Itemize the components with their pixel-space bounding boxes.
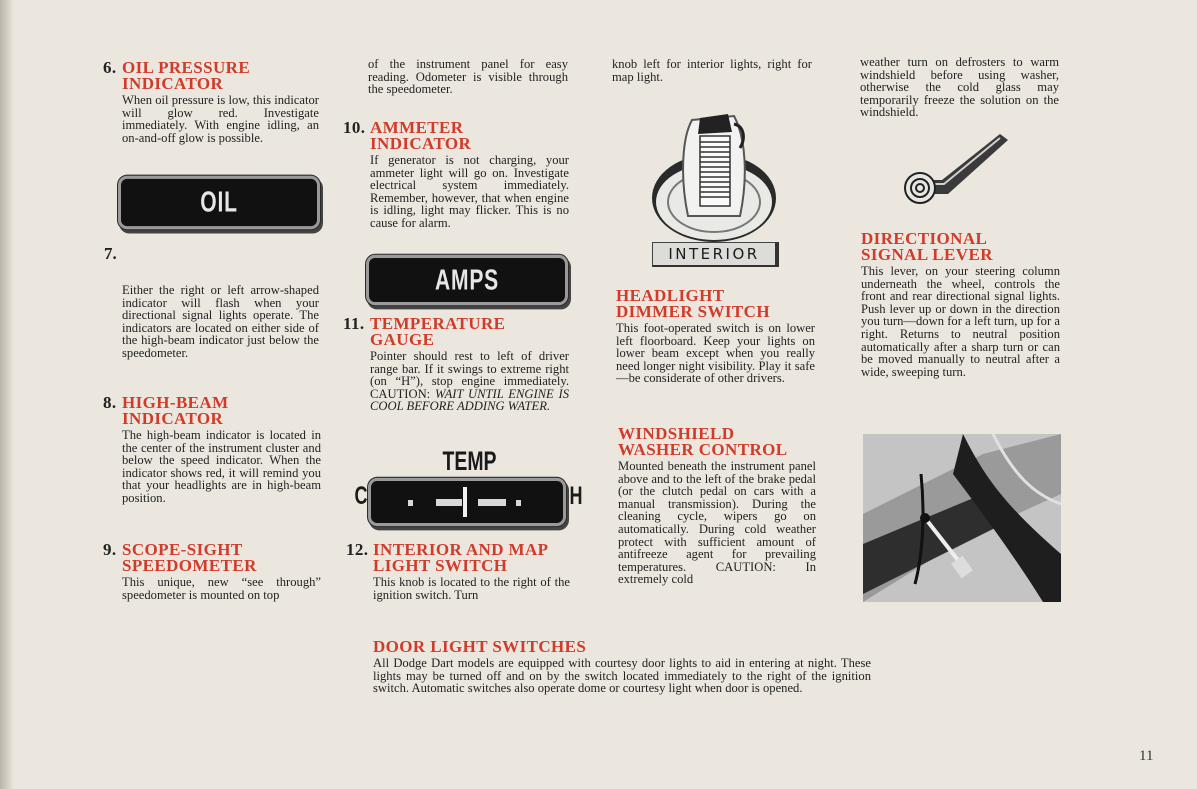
gauge-tick [516,500,521,506]
section-washer-continued [860,54,1059,119]
section-ammeter [343,118,569,230]
section-body: weather turn on defrosters to warm windshield before using washer, otherwise the cold glass may temporarily freeze the solution on the windshield. [860,55,1059,120]
section-heading: DIRECTIONAL SIGNAL LEVER [861,229,993,264]
section-scope-sight [103,540,321,602]
section-high-beam [103,393,321,505]
temperature-gauge-panel [371,481,563,523]
section-interior-map-continued [612,56,812,83]
item-number: 9. [103,540,117,559]
section-turn-indicator [122,282,319,360]
section-directional-signal [861,231,1060,378]
section-scope-sight-continued [368,56,568,96]
section-body: Mounted beneath the instrument panel above and to the left of the brake pedal (or the clutch pedal on cars with a manual transmission). During the cleaning cycle, wipers go on automatically. During cold weather protect with sufficient amount of antifreeze agent for prevailing temperatures. CAUTION: In extremely cold [618,459,816,587]
item-number: 11. [343,314,365,333]
gauge-range-bar-right [478,499,506,506]
interior-label-plate: INTERIOR [652,242,779,267]
gauge-range-bar-left [436,499,462,506]
section-heading: 6. OIL PRESSURE INDICATOR [103,58,251,93]
washer-control-knob-image [900,128,1012,206]
temp-label: TEMP [442,446,497,476]
hot-label: H [569,482,583,510]
section-headlight-dimmer [616,288,815,385]
section-body: This foot-operated switch is on lower left floorboard. Keep your lights on lower beam except when you really need longer night visibility. Play it safe—be considerate of other drivers. [616,321,815,386]
item-number: 7. [104,244,117,263]
cold-label: C [354,482,368,510]
gauge-pointer [463,487,467,517]
page-number: 11 [1139,748,1154,764]
page-binding-edge [0,0,14,789]
item-number: 12. [346,540,369,559]
section-heading: 9. SCOPE-SIGHT SPEEDOMETER [103,540,257,575]
section-body: If generator is not charging, your ammeter light will go on. Investigate electrical system immediately. Remember, however, that when engine is idling, light may flicker. This is no cause for alarm. [370,153,569,230]
section-body: Either the right or left arrow-shaped indicator will flash when your directional signal lights operate. The indicators are located on either side of the high-beam indicator just below the speedometer. [122,283,319,360]
gauge-tick [408,500,413,506]
section-body: knob left for interior lights, right for map light. [612,57,812,84]
section-heading: 11. TEMPERATURE GAUGE [343,314,506,349]
section-oil-pressure [103,58,319,145]
section-body: When oil pressure is low, this indicator will glow red. Investigate immediately. With engine idling, an on-and-off glow is possible. [122,93,319,145]
section-body: This lever, on your steering column underneath the wheel, controls the front and rear directional signal lights. Push lever up or down in the direction you turn—down for a left turn, up for a right. Returns to neutral position automatically after a sharp turn or can be moved manually to neutral after a wide, sweeping turn. [861,264,1060,379]
section-heading: DOOR LIGHT SWITCHES [373,637,587,656]
section-temperature [343,314,569,414]
section-body: This unique, new “see through” speedometer is mounted on top [122,575,321,602]
section-body: of the instrument panel for easy reading. Odometer is visible through the speedometer. [368,57,568,97]
section-heading: 12. INTERIOR AND MAP LIGHT SWITCH [346,540,549,575]
directional-signal-photo [863,434,1061,602]
section-door-light-switches [373,639,871,695]
interior-light-knob-image [648,108,780,244]
steering-column-photo-icon [863,434,1061,602]
section-heading: HEADLIGHT DIMMER SWITCH [616,286,770,321]
section-body: The high-beam indicator is located in the center of the instrument cluster and below the speed indicator. When the indicator shows red, it will remind you that your headlights are in high-beam position. [122,428,321,505]
amps-indicator-badge: AMPS [369,258,565,302]
section-body: Pointer should rest to left of driver range bar. If it swings to extreme right (on “H”), stop engine immediately. CAUTION: WAIT UNTIL ENGINE IS COOL BEFORE ADDING WATER. [370,349,569,414]
item-number: 8. [103,393,117,412]
item-number: 6. [103,58,117,77]
section-heading: WINDSHIELD WASHER CONTROL [618,424,788,459]
section-heading: 8. HIGH-BEAM INDICATOR [103,393,229,428]
oil-indicator-badge: OIL [121,179,317,226]
item-number: 10. [343,118,366,137]
knob-icon [648,108,780,244]
section-body: All Dodge Dart models are equipped with courtesy door lights to aid in entering at night. These lights may be turned off and on by the switch located immediately to the right of the ignition switch. Automatic switches also operate dome or courtesy light when door is opened. [373,656,871,696]
section-windshield-washer [618,426,816,586]
washer-lever-icon [900,128,1012,206]
section-interior-map [346,540,570,602]
section-body: This knob is located to the right of the ignition switch. Turn [373,575,570,602]
section-heading: 10. AMMETER INDICATOR [343,118,472,153]
